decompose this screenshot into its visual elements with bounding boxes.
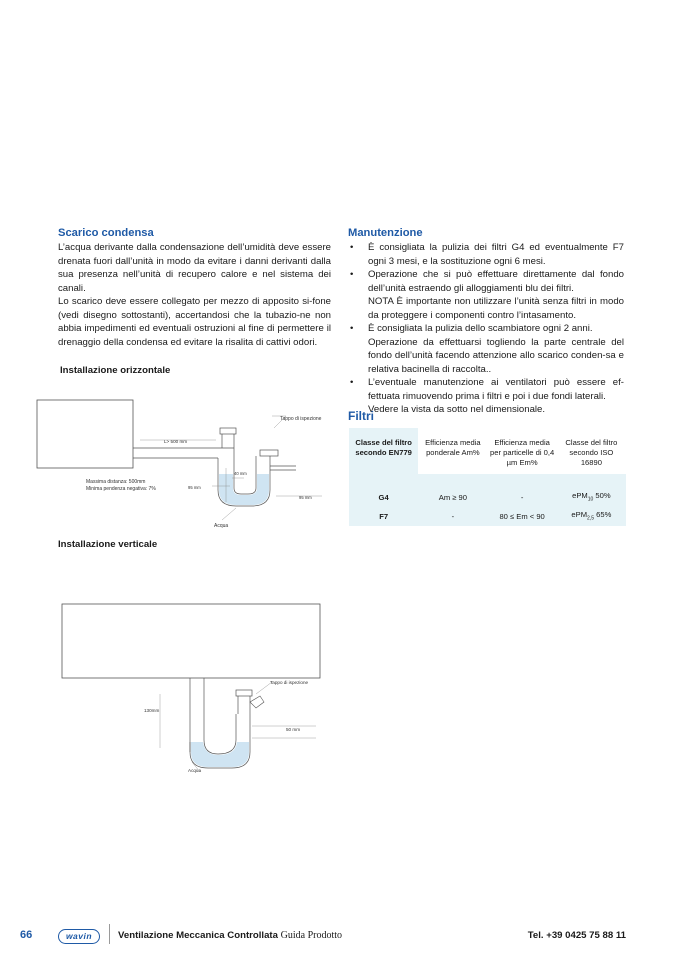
tappo-label: Tappo di ispezione: [270, 680, 309, 685]
cell-classe: F7: [349, 507, 418, 526]
scarico-paragraph-1: L’acqua derivante dalla condensazione dell’umidità deve essere drenata fuori dall’unità in modo da evitare i danni derivanti dalla sua presenza nell’unità di recupero calore e nel sistema dei canali.: [58, 242, 331, 294]
cell-iso: ePM$_{10}$ 50%: [557, 488, 626, 507]
water-label: Acqua: [214, 523, 229, 529]
manutenzione-list: [348, 241, 624, 417]
orizzontale-title: Installazione orizzontale: [60, 365, 171, 376]
header-am: Efficienza media ponderale Am%: [418, 428, 487, 474]
cell-classe: G4: [349, 488, 418, 507]
min-slope-label: Minima pendenza negativa: 7%: [86, 486, 156, 492]
cell-am: -: [418, 507, 487, 526]
cell-am: Am ≥ 90: [418, 488, 487, 507]
filtri-table: [349, 428, 626, 526]
footer-phone: Tel. +39 0425 75 88 11: [527, 930, 626, 941]
inspection-cap: [236, 690, 252, 696]
header-em: Efficienza media per particelle di 0,4 µm Em%: [488, 428, 557, 474]
scarico-section: [58, 226, 331, 349]
unit-box: [37, 400, 133, 468]
table-row: [349, 507, 626, 526]
vertical-installation-diagram: [60, 602, 340, 782]
manutenzione-title: Manutenzione: [348, 227, 423, 239]
list-item: • Operazione che si può effettuare direttamente dal fondo dell’unità estraendo gli alloggiamenti blu dei filtri. NOTA È importante non utilizzare l’unità senza filtri in modo da proteggere i componenti contro l’intasamento.: [348, 268, 624, 322]
length-label: L> 500 mm: [164, 439, 188, 444]
footer-title: Ventilazione Meccanica Controllata Guida Prodotto: [118, 930, 343, 941]
dim-40-label: 40 mm: [234, 471, 247, 476]
water-fill: [219, 474, 269, 505]
cell-iso: ePM$_{2,5}$ 65%: [557, 507, 626, 526]
scarico-paragraph-2: Lo scarico deve essere collegato per mezzo di apposito si-fone (vedi disegno sottostanti), accertandosi che la tubazio-ne non abbia impedimenti ed eventuali ostruzioni al fine di permettere il drenaggio della condensa ed evitare la risalita di cattivi odori.: [58, 296, 331, 348]
dim-95-left-label: 95 mm: [188, 485, 201, 490]
filtri-title: Filtri: [348, 409, 374, 423]
header-classe-en779: Classe del filtro secondo EN779: [349, 428, 418, 474]
dim-50-label: 50 mm: [286, 727, 301, 732]
water-fill: [191, 742, 249, 767]
nota-text: NOTA È importante non utilizzare l’unità senza filtri in modo da proteggere i componenti contro l’intasamento.: [368, 296, 624, 321]
horizontal-installation-diagram: [36, 398, 336, 534]
wavin-logo: wavin: [58, 929, 100, 944]
inspection-cap: [220, 428, 236, 434]
cell-em: -: [488, 488, 557, 507]
list-item: • È consigliata la pulizia dei filtri G4 ed eventualmente F7 ogni 3 mesi, e la sostituzione ogni 6 mesi.: [348, 241, 624, 268]
verticale-title: Installazione verticale: [58, 539, 158, 550]
tappo-label: Tappo di ispezione: [280, 416, 322, 422]
dim-95-right-label: 95 mm: [299, 495, 312, 500]
manutenzione-section: [348, 226, 624, 417]
header-iso16890: Classe del filtro secondo ISO 16890: [557, 428, 626, 474]
table-header-row: [349, 428, 626, 474]
page-number: 66: [20, 929, 33, 941]
list-item: • È consigliata la pulizia dello scambiatore ogni 2 anni. Operazione da effettuarsi togliendo la parte centrale del fondo dell’unità facendo attenzione allo scarico conden-sa e relativa bacinella di raccolta..: [348, 322, 624, 376]
list-item: • L’eventuale manutenzione ai ventilatori può essere ef-fettuata rimuovendo prima i filtri e poi i due fondi laterali. Vedere la vista da sotto nel dimensionale.: [348, 376, 624, 417]
table-row: [349, 488, 626, 507]
dim-130-label: 130mm: [144, 708, 160, 713]
footer-divider: [109, 924, 110, 944]
max-distance-label: Massima distanza: 500mm: [86, 479, 146, 485]
scarico-title: Scarico condensa: [58, 227, 154, 239]
unit-box: [62, 604, 320, 678]
water-label: Acqua: [188, 768, 202, 773]
cell-em: 80 ≤ Em < 90: [488, 507, 557, 526]
